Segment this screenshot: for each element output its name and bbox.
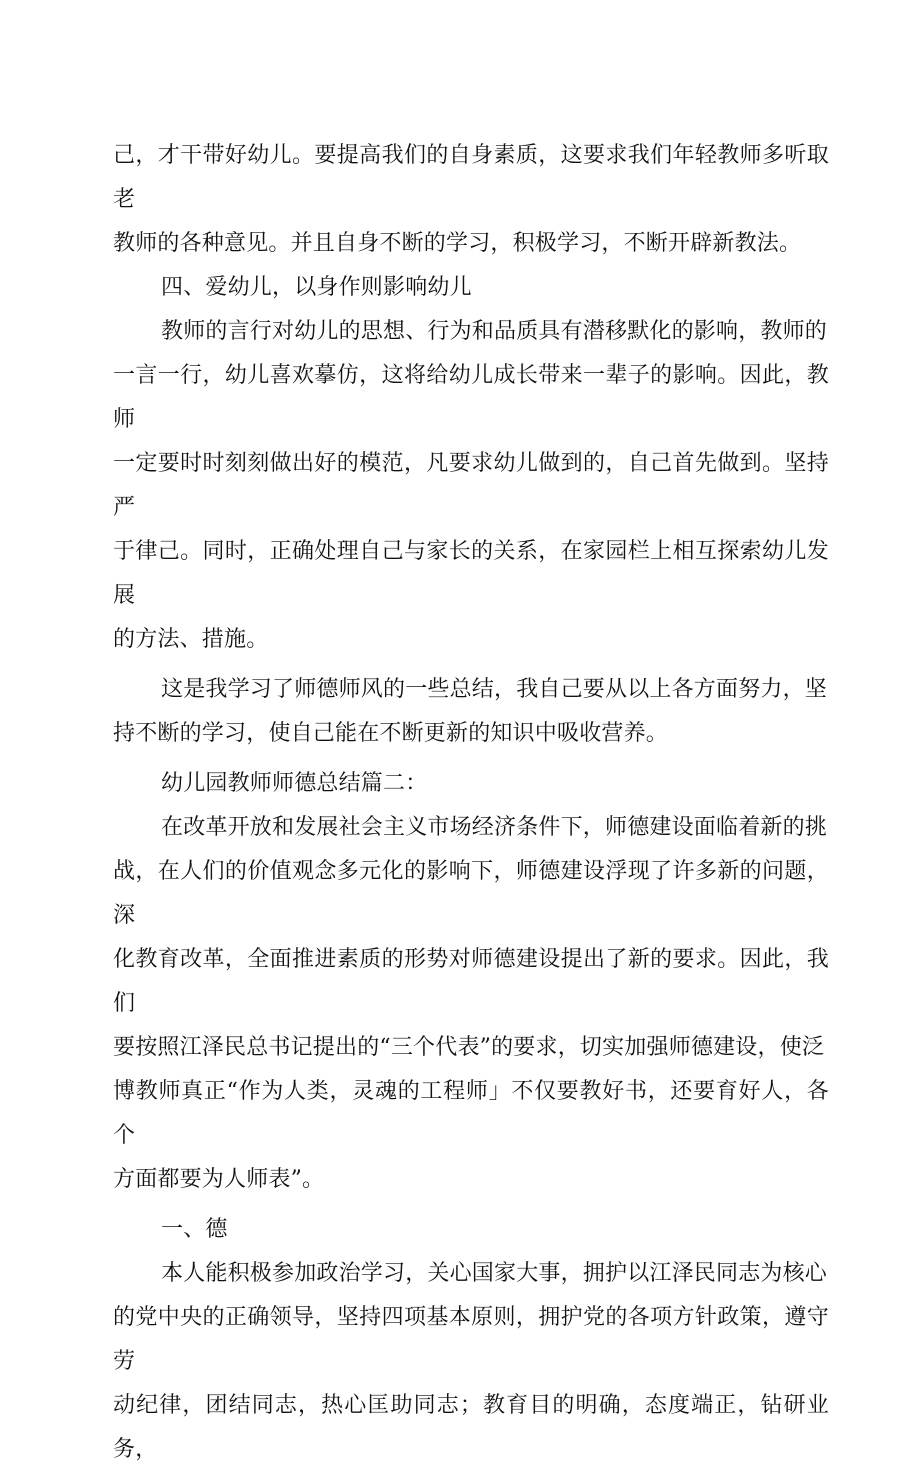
text-line: 要按照江泽民总书记提出的“三个代表”的要求，切实加强师德建设，使泛	[113, 1035, 825, 1060]
paragraph-5	[113, 1252, 829, 1472]
text-line: 方面都要为人师表”。	[113, 1167, 325, 1192]
text-line: 一定要时时刻刻做出好的模范，凡要求幼儿做到的，自己首先做到。坚持严	[113, 451, 829, 520]
paragraph-2	[113, 310, 829, 662]
paragraph-3	[113, 668, 829, 756]
document-body	[113, 134, 829, 1472]
text-line: 教师的言行对幼儿的思想、行为和品质具有潜移默化的影响，教师的	[161, 319, 828, 344]
text-line: 于律己。同时，正确处理自己与家长的关系，在家园栏上相互探索幼儿发展	[113, 539, 829, 608]
text-line: 动纪律，团结同志，热心匡助同志；教育目的明确，态度端正，钻研业务，	[113, 1393, 829, 1462]
paragraph-1	[113, 134, 829, 266]
section-heading-1	[113, 1208, 829, 1252]
text-line: 己，才干带好幼儿。要提高我们的自身素质，这要求我们年轻教师多听取老	[113, 143, 829, 212]
text-line: 的方法、措施。	[113, 627, 269, 652]
text-line: 教师的各种意见。并且自身不断的学习，积极学习，不断开辟新教法。	[113, 231, 802, 256]
text-line: 持不断的学习，使自己能在不断更新的知识中吸收营养。	[113, 721, 669, 746]
text-line: 幼儿园教师师德总结篇二：	[161, 771, 428, 796]
section-title-part-2	[113, 762, 829, 806]
text-line: 的党中央的正确领导，坚持四项基本原则，拥护党的各项方针政策，遵守劳	[113, 1305, 829, 1374]
text-line: 一言一行，幼儿喜欢摹仿，这将给幼儿成长带来一辈子的影响。因此，教师	[113, 363, 829, 432]
text-line: 博教师真正“作为人类，灵魂的工程师」不仅要教好书，还要育好人，各个	[113, 1079, 829, 1148]
text-line: 本人能积极参加政治学习，关心国家大事，拥护以江泽民同志为核心	[161, 1261, 828, 1286]
text-line: 这是我学习了师德师风的一些总结，我自己要从以上各方面努力，坚	[161, 677, 828, 702]
text-line: 战，在人们的价值观念多元化的影响下，师德建设浮现了许多新的问题，深	[113, 859, 829, 928]
text-line: 化教育改革，全面推进素质的形势对师德建设提出了新的要求。因此，我们	[113, 947, 829, 1016]
paragraph-4	[113, 806, 829, 1202]
text-line: 四、爱幼儿，以身作则影响幼儿	[161, 275, 472, 300]
section-heading-4	[113, 266, 829, 310]
text-line: 一、德	[161, 1217, 228, 1242]
text-line: 在改革开放和发展社会主义市场经济条件下，师德建设面临着新的挑	[161, 815, 828, 840]
